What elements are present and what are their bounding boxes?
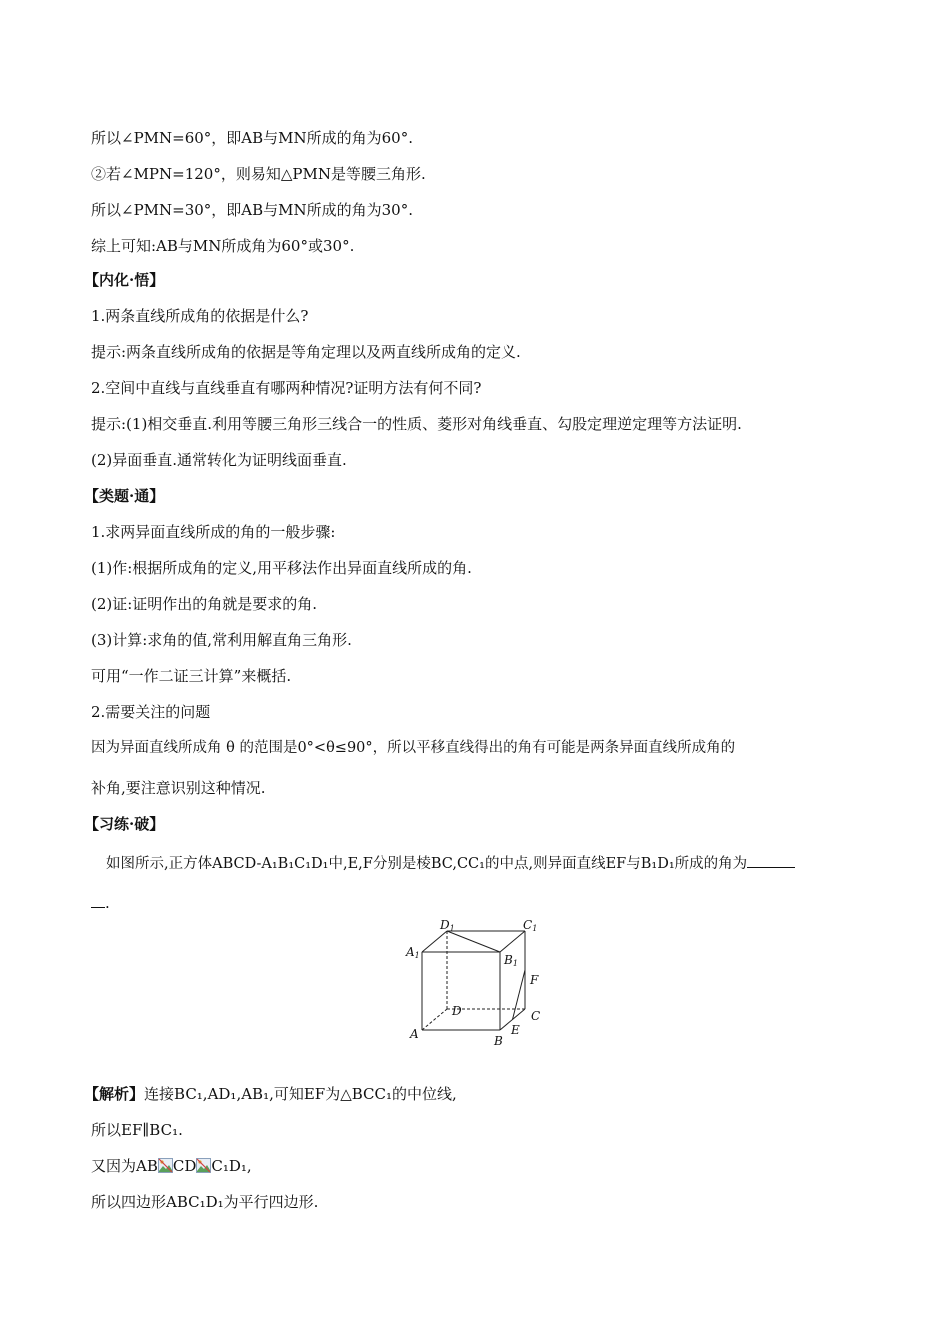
label-e: E xyxy=(511,1023,520,1037)
label-c: C xyxy=(531,1009,541,1023)
text-line: (3)计算:求角的值,常利用解直角三角形. xyxy=(91,631,352,649)
label-f: F xyxy=(530,973,539,987)
solution-line xyxy=(84,1084,457,1104)
edge-ad-hidden xyxy=(422,1009,447,1030)
text-line: 所以四边形ABC₁D₁为平行四边形. xyxy=(91,1193,319,1211)
label-d1: D1 xyxy=(440,920,455,933)
edge-b1c1 xyxy=(500,931,525,952)
text-line: 所以∠PMN=60°，即AB与MN所成的角为60°. xyxy=(91,129,413,147)
label-a1: A1 xyxy=(406,945,420,960)
text-line: 提示:(1)相交垂直.利用等腰三角形三线合一的性质、菱形对角线垂直、勾股定理逆定理等方法证明. xyxy=(91,415,742,433)
text-line: 所以∠PMN=30°，即AB与MN所成的角为30°. xyxy=(91,201,413,219)
answer-blank xyxy=(91,892,105,908)
text-line: (1)作:根据所成角的定义,用平移法作出异面直线所成的角. xyxy=(91,559,472,577)
text-line: 提示:两条直线所成角的依据是等角定理以及两直线所成角的定义. xyxy=(91,343,521,361)
question-text xyxy=(106,852,795,874)
edge-d1b1 xyxy=(447,931,500,952)
section-heading: 【类题·通】 xyxy=(84,487,165,505)
text-line: 所以EF∥BC₁. xyxy=(91,1121,183,1139)
broken-image-icon xyxy=(196,1158,211,1173)
question-body: 如图所示,正方体ABCD-A₁B₁C₁D₁中,E,F分别是棱BC,CC₁的中点,则异面直线EF与B₁D₁所成的角为 xyxy=(106,856,748,872)
text-line: (2)证:证明作出的角就是要求的角. xyxy=(91,595,318,613)
text-line: ②若∠MPN=120°，则易知△PMN是等腰三角形. xyxy=(91,165,426,183)
solution-text: CD xyxy=(172,1157,197,1175)
label-a: A xyxy=(410,1027,419,1041)
text-line: 2.空间中直线与直线垂直有哪两种情况?证明方法有何不同? xyxy=(91,379,482,397)
section-heading: 【习练·破】 xyxy=(84,815,165,833)
solution-line xyxy=(91,1156,252,1176)
question-period: . xyxy=(105,894,110,912)
text-line: 1.求两异面直线所成的角的一般步骤: xyxy=(91,523,336,541)
label-c1: C1 xyxy=(523,920,538,933)
text-line: (2)异面垂直.通常转化为证明线面垂直. xyxy=(91,451,347,469)
segment-ef xyxy=(513,970,526,1020)
solution-text: C₁D₁, xyxy=(211,1157,252,1175)
text-line: 2.需要关注的问题 xyxy=(91,703,211,721)
label-b1: B1 xyxy=(504,953,518,968)
solution-text: 又因为AB xyxy=(91,1157,158,1175)
text-line: 综上可知:AB与MN所成角为60°或30°. xyxy=(91,237,355,255)
section-heading: 【内化·悟】 xyxy=(84,271,165,289)
cube-figure xyxy=(400,920,550,1050)
broken-image-icon xyxy=(158,1158,173,1173)
solution-text: 连接BC₁,AD₁,AB₁,可知EF为△BCC₁的中位线, xyxy=(144,1085,457,1103)
label-b: B xyxy=(494,1034,503,1048)
text-line: 1.两条直线所成角的依据是什么? xyxy=(91,307,309,325)
solution-heading: 【解析】 xyxy=(84,1085,145,1103)
label-d: D xyxy=(452,1004,462,1018)
text-line: 可用“一作二证三计算”来概括. xyxy=(91,667,292,685)
text-line: 因为异面直线所成角 θ 的范围是0°<θ≤90°，所以平移直线得出的角有可能是两条异面直线所成角的 xyxy=(91,740,736,756)
answer-blank xyxy=(747,852,795,868)
edge-a1d1 xyxy=(422,931,447,952)
text-line: 补角,要注意识别这种情况. xyxy=(91,779,266,797)
question-text-end xyxy=(91,892,110,913)
